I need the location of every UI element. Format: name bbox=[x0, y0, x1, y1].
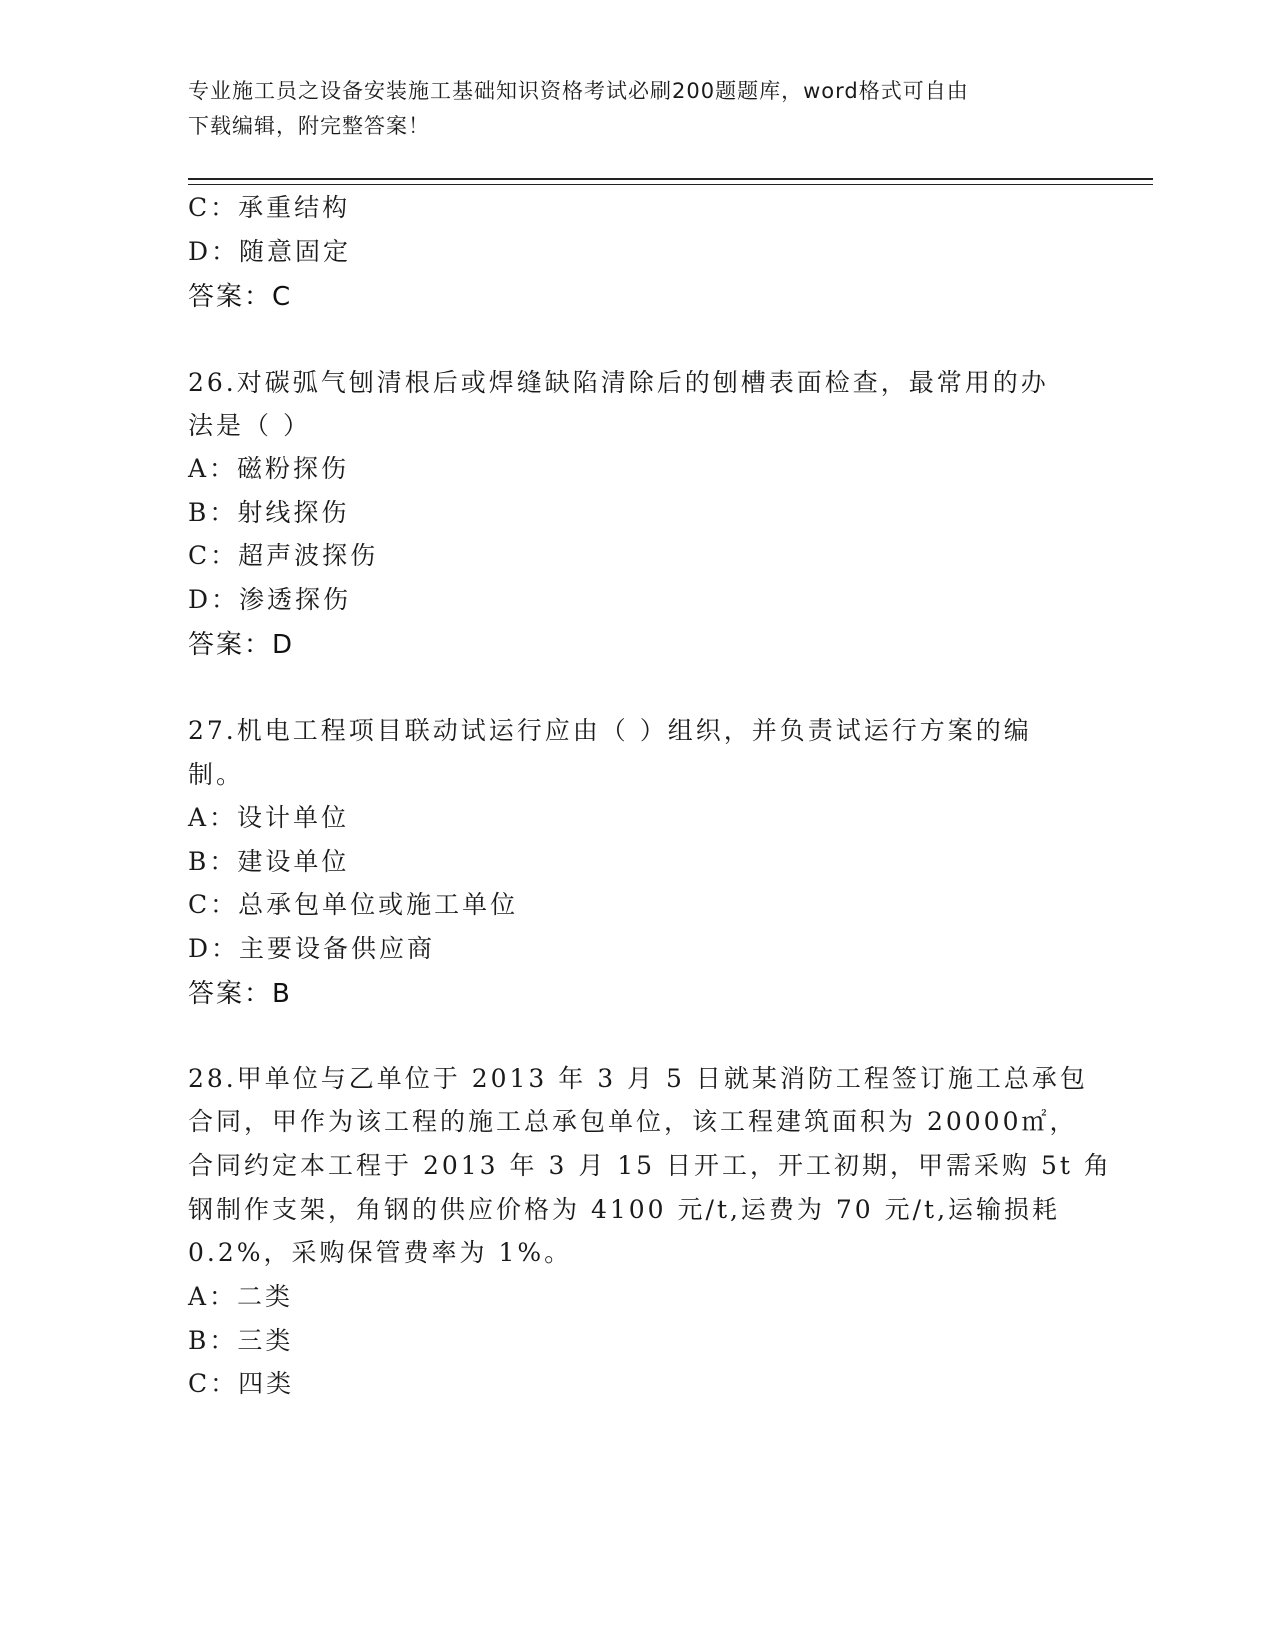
question-stem: 27.机电工程项目联动试运行应由（ ）组织，并负责试运行方案的编 bbox=[188, 716, 1032, 745]
question-stem: 钢制作支架，角钢的供应价格为 4100 元/t,运费为 70 元/t,运输损耗 bbox=[188, 1195, 1061, 1224]
page-header bbox=[188, 74, 1088, 144]
header-line-2: 下载编辑，附完整答案！ bbox=[188, 114, 430, 138]
option-a: A：磁粉探伤 bbox=[188, 454, 350, 483]
question-stem: 法是（ ） bbox=[188, 411, 311, 440]
option-c: C：四类 bbox=[188, 1369, 295, 1398]
option-b: B：射线探伤 bbox=[188, 498, 350, 527]
question-stem: 28.甲单位与乙单位于 2013 年 3 月 5 日就某消防工程签订施工总承包 bbox=[188, 1064, 1088, 1093]
option-c: C：承重结构 bbox=[188, 193, 351, 222]
answer-line: 答案：D bbox=[188, 630, 295, 660]
option-c: C：总承包单位或施工单位 bbox=[188, 890, 519, 919]
option-a: A：二类 bbox=[188, 1282, 294, 1311]
option-d: D：主要设备供应商 bbox=[188, 934, 436, 963]
option-d: D：渗透探伤 bbox=[188, 585, 352, 614]
option-c: C：超声波探伤 bbox=[188, 541, 379, 570]
question-stem: 合同约定本工程于 2013 年 3 月 15 日开工，开工初期，甲需采购 5t 角 bbox=[188, 1151, 1112, 1180]
option-b: B：三类 bbox=[188, 1326, 294, 1355]
answer-line: 答案：B bbox=[188, 979, 292, 1009]
question-stem: 0.2%，采购保管费率为 1%。 bbox=[188, 1238, 573, 1267]
header-line-1: 专业施工员之设备安装施工基础知识资格考试必刷200题题库，word格式可自由 bbox=[188, 79, 969, 103]
question-stem: 26.对碳弧气刨清根后或焊缝缺陷清除后的刨槽表面检查，最常用的办 bbox=[188, 368, 1049, 397]
option-b: B：建设单位 bbox=[188, 847, 350, 876]
answer-line: 答案：C bbox=[188, 282, 293, 312]
option-a: A：设计单位 bbox=[188, 803, 350, 832]
question-stem: 合同，甲作为该工程的施工总承包单位，该工程建筑面积为 20000㎡， bbox=[188, 1107, 1078, 1136]
option-d: D：随意固定 bbox=[188, 237, 352, 266]
question-stem: 制。 bbox=[188, 760, 245, 789]
header-divider bbox=[188, 178, 1153, 185]
